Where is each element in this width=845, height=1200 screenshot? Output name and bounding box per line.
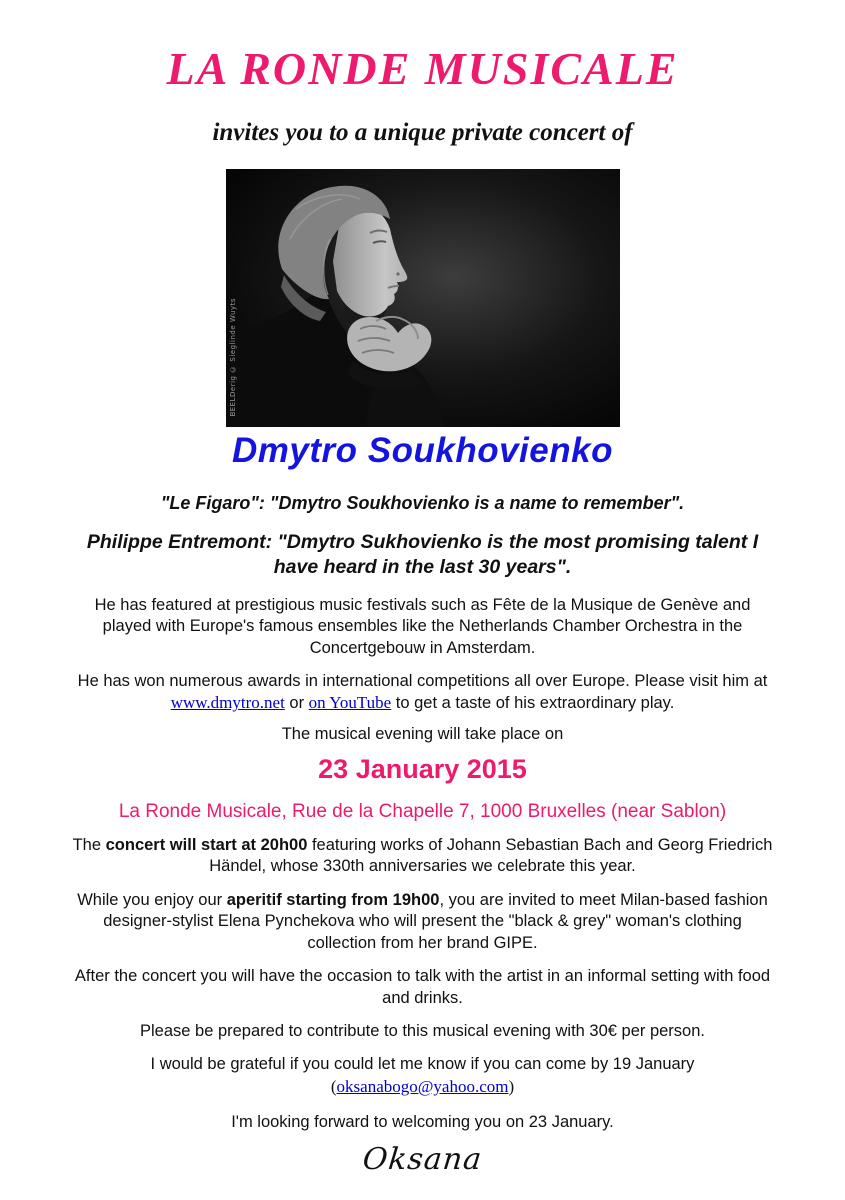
invitation-subtitle: invites you to a unique private concert of bbox=[212, 119, 633, 146]
rsvp-text: I would be grateful if you could let me know if you can come by 19 January bbox=[150, 1055, 695, 1074]
paragraph-awards bbox=[70, 671, 776, 715]
photo-credit: BEELDerig © Sieglinde Wuyts bbox=[228, 298, 237, 417]
signature-text: Oksana bbox=[361, 1141, 484, 1177]
website-link[interactable]: www.dmytro.net bbox=[170, 693, 285, 713]
quote-entremont: Philippe Entremont: "Dmytro Sukhovienko is the most promising talent I have heard in the last 30 years". bbox=[86, 531, 759, 579]
concert-text-post: featuring works of Johann Sebastian Bach and Georg Friedrich Händel, whose 330th anniversaries we celebrate this year. bbox=[209, 835, 773, 876]
paragraph-festivals: He has featured at prestigious music festivals such as Fête de la Musique de Genève and played with Europe's famous ensembles like the Netherlands Chamber Orchestra in the Concertgebouw in Amsterdam. bbox=[94, 595, 751, 657]
rsvp-paren-close: ) bbox=[508, 1076, 515, 1096]
youtube-link[interactable]: on YouTube bbox=[308, 693, 392, 713]
awards-text-pre: He has won numerous awards in international competitions all over Europe. Please visit him at bbox=[77, 672, 768, 690]
email-link[interactable]: oksanabogo@yahoo.com bbox=[336, 1076, 509, 1096]
artist-portrait-photo bbox=[226, 169, 620, 427]
aperitif-text-post: , you are invited to meet Milan-based fashion designer-stylist Elena Pynchekova who will present the "black & grey" woman's clothing collection from her brand GIPE. bbox=[103, 890, 768, 952]
quote-le-figaro: "Le Figaro": "Dmytro Soukhovienko is a name to remember". bbox=[160, 493, 685, 513]
portrait-illustration bbox=[226, 169, 620, 427]
paragraph-after-concert: After the concert you will have the occasion to talk with the artist in an informal setting with food and drinks. bbox=[74, 967, 771, 1007]
awards-text-post: to get a taste of his extraordinary play. bbox=[391, 694, 675, 713]
closing-line: I'm looking forward to welcoming you on 23 January. bbox=[231, 1113, 614, 1132]
paragraph-contribution: Please be prepared to contribute to this musical evening with 30€ per person. bbox=[139, 1021, 705, 1040]
artist-name: Dmytro Soukhovienko bbox=[232, 431, 613, 470]
paragraph-concert-time bbox=[70, 835, 776, 878]
evening-announcement: The musical evening will take place on bbox=[281, 724, 564, 743]
aperitif-text-pre: While you enjoy our bbox=[77, 890, 227, 909]
awards-text-mid: or bbox=[284, 694, 309, 713]
concert-text-pre: The bbox=[72, 835, 106, 854]
venue-address: La Ronde Musicale, Rue de la Chapelle 7, 1000 Bruxelles (near Sablon) bbox=[118, 800, 727, 822]
rsvp-paren-open: ( bbox=[330, 1076, 337, 1096]
paragraph-aperitif bbox=[70, 890, 776, 954]
concert-date: 23 January 2015 bbox=[318, 753, 527, 784]
aperitif-start-time: aperitif starting from 19h00 bbox=[226, 890, 440, 909]
page-title: LA RONDE MUSICALE bbox=[166, 43, 679, 94]
paragraph-rsvp bbox=[70, 1054, 776, 1098]
concert-start-time: concert will start at 20h00 bbox=[105, 835, 308, 854]
